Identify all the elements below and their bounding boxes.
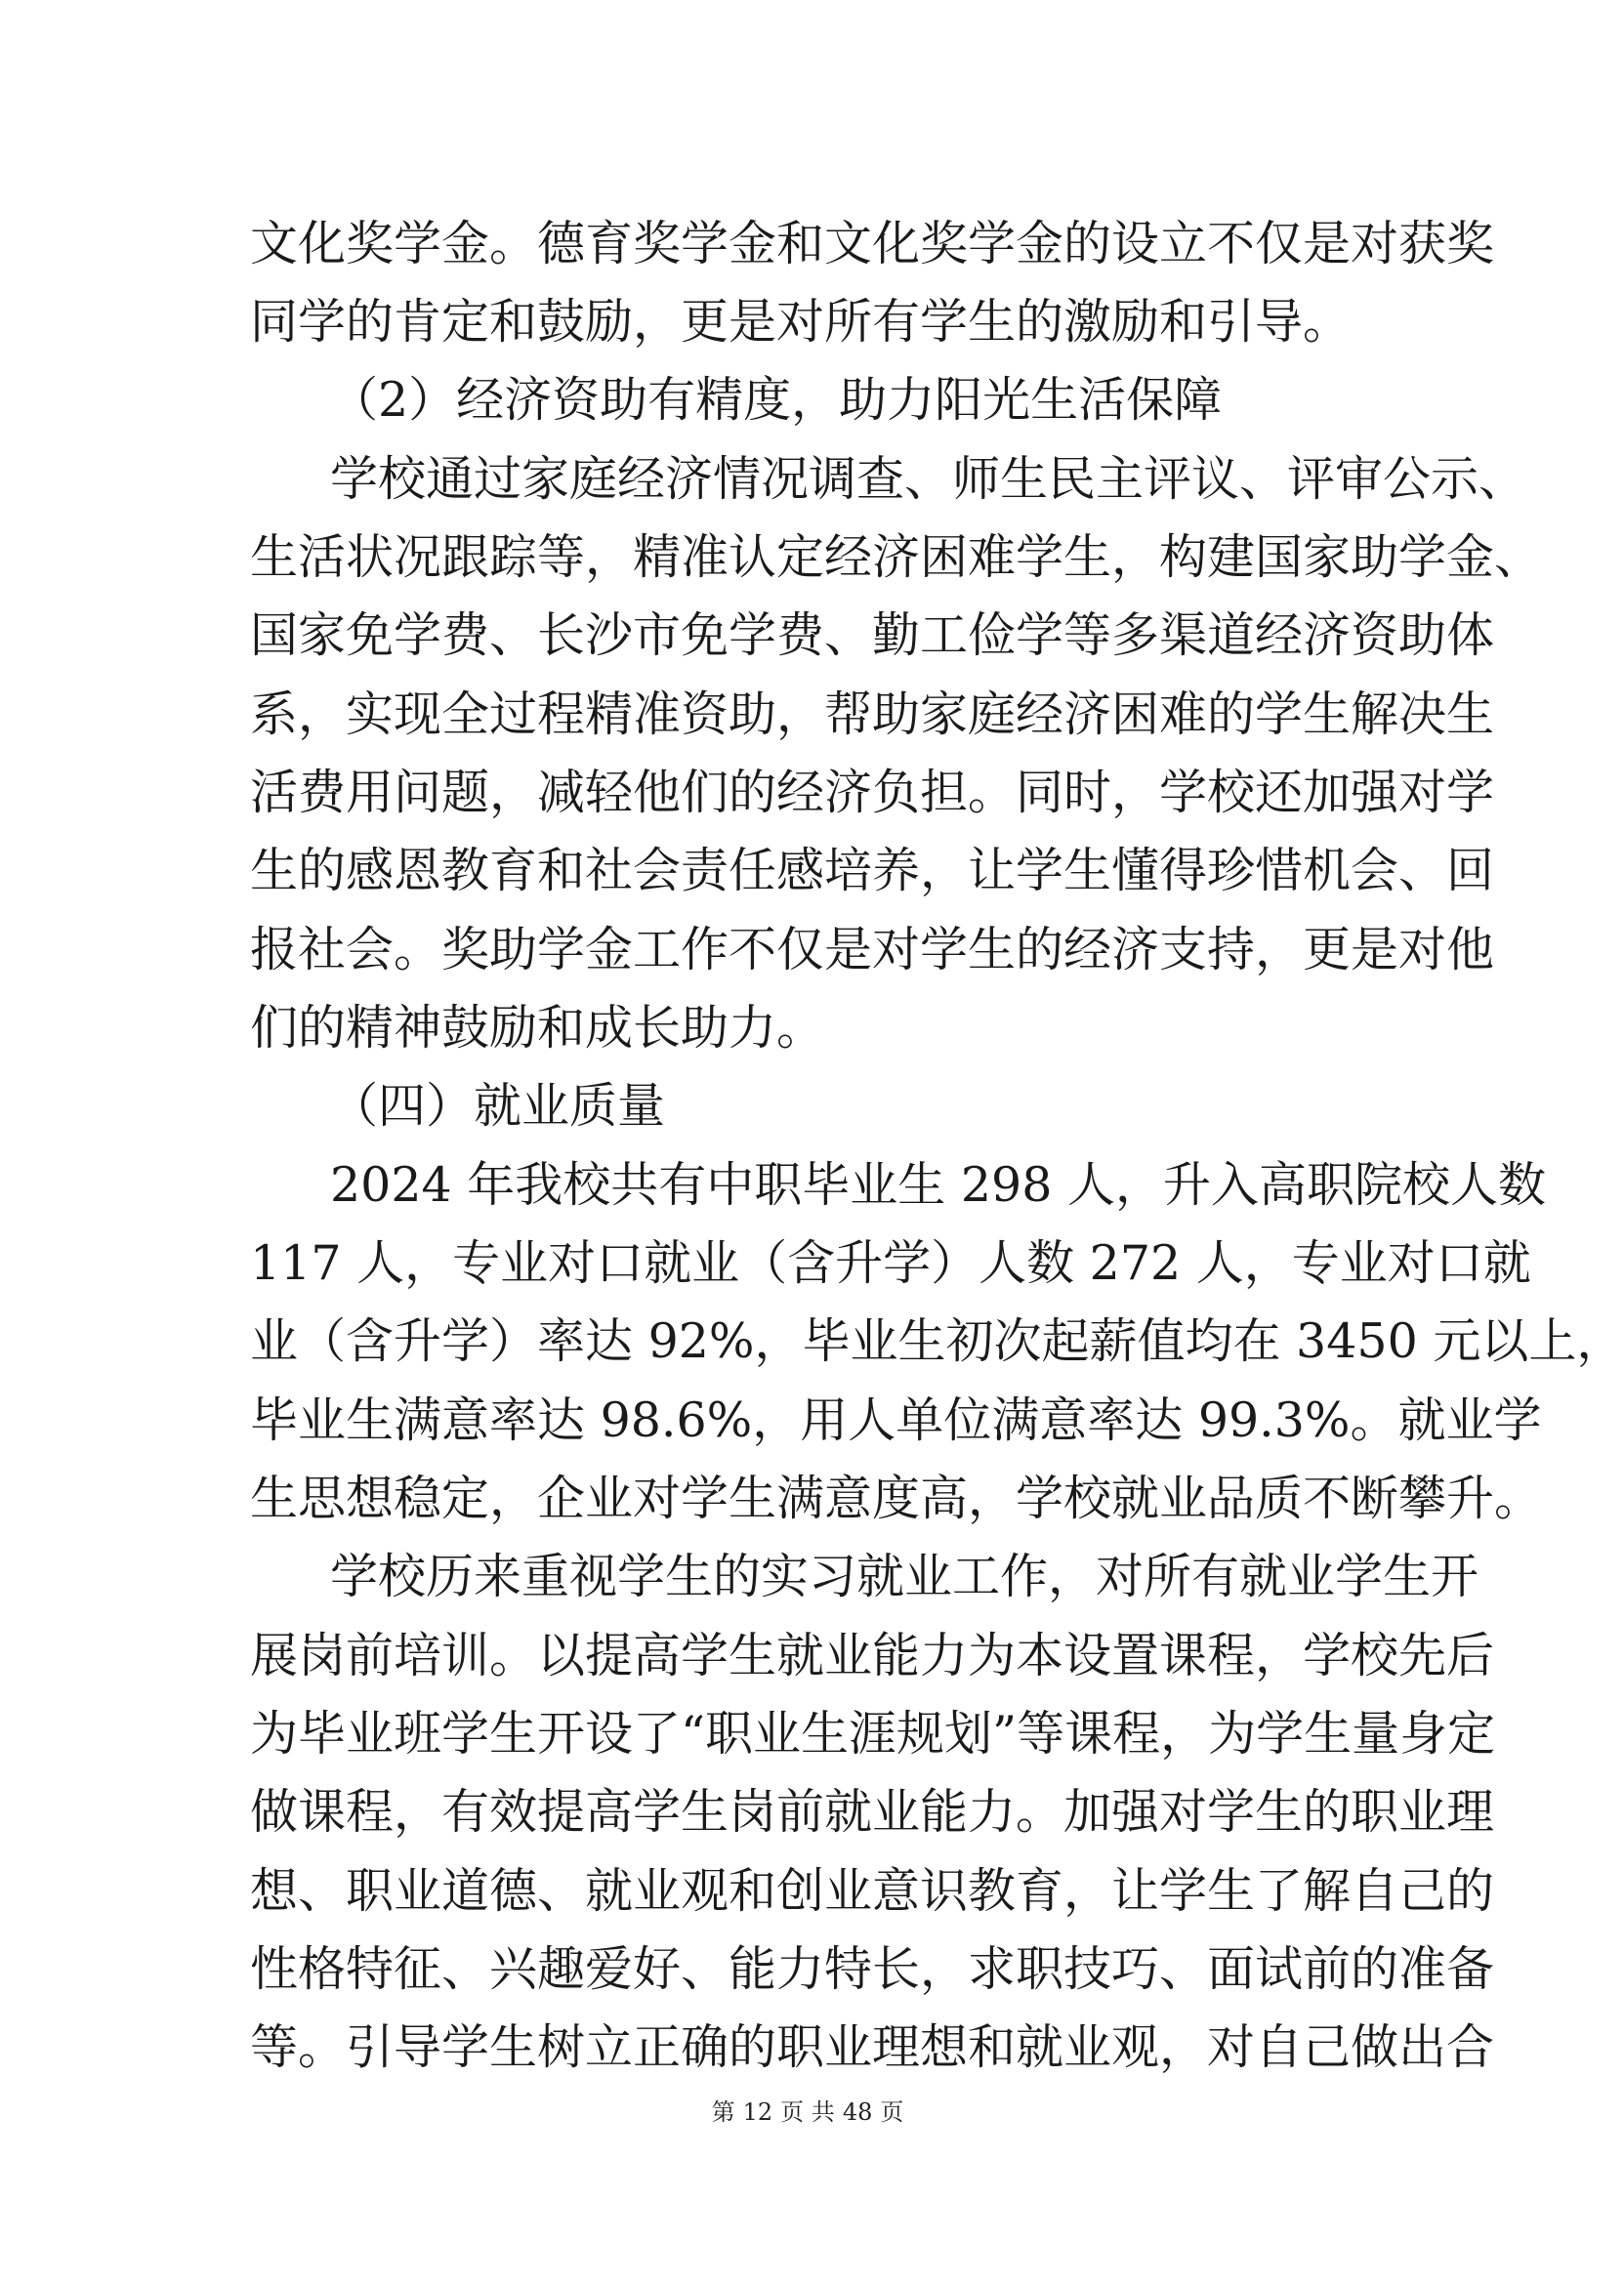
footer-prefix: 第 [711,2098,735,2126]
page-total: 48 [842,2098,873,2126]
body-line: 系，实现全过程精准资助，帮助家庭经济困难的学生解决生 [250,686,1495,742]
body-line: 学校历来重视学生的实习就业工作，对所有就业学生开 [330,1549,1479,1604]
page-number: 12 [742,2098,773,2126]
body-line: 117 人，专业对口就业（含升学）人数 272 人，专业对口就 [250,1235,1531,1291]
subheading: （2）经济资助有精度，助力阳光生活保障 [330,372,1223,428]
body-line: 性格特征、兴趣爱好、能力特长，求职技巧、面试前的准备 [250,1941,1495,1997]
body-line: 同学的肯定和鼓励，更是对所有学生的激励和引导。 [250,294,1352,350]
body-line: 为毕业班学生开设了“职业生涯规划”等课程，为学生量身定 [250,1706,1496,1762]
body-line: 等。引导学生树立正确的职业理想和就业观，对自己做出合 [250,2019,1495,2075]
body-line: 生的感恩教育和社会责任感培养，让学生懂得珍惜机会、回 [250,843,1495,898]
body-line: 生活状况跟踪等，精准认定经济困难学生，构建国家助学金、 [250,529,1543,585]
body-line: 做课程，有效提高学生岗前就业能力。加强对学生的职业理 [250,1784,1495,1840]
body-line: 文化奖学金。德育奖学金和文化奖学金的设立不仅是对获奖 [250,216,1495,271]
body-line: 活费用问题，减轻他们的经济负担。同时，学校还加强对学 [250,765,1495,820]
footer-suffix: 页 [880,2098,904,2126]
body-line: 国家免学费、长沙市免学费、勤工俭学等多渠道经济资助体 [250,607,1495,663]
body-line: 业（含升学）率达 92%，毕业生初次起薪值均在 3450 元以上， [250,1313,1624,1369]
body-line: 想、职业道德、就业观和创业意识教育，让学生了解自己的 [250,1863,1495,1919]
body-line: 学校通过家庭经济情况调查、师生民主评议、评审公示、 [330,451,1527,507]
section-heading: （四）就业质量 [330,1078,666,1134]
footer-middle: 页 共 [780,2098,835,2126]
body-line: 2024 年我校共有中职毕业生 298 人，升入高职院校人数 [330,1157,1546,1213]
body-line: 毕业生满意率达 98.6%，用人单位满意率达 99.3%。就业学 [250,1392,1542,1448]
body-line: 生思想稳定，企业对学生满意度高，学校就业品质不断攀升。 [250,1471,1543,1526]
body-line: 们的精神鼓励和成长助力。 [250,1000,825,1056]
page-footer [0,2097,1615,2127]
body-line: 报社会。奖助学金工作不仅是对学生的经济支持，更是对他 [250,922,1495,977]
body-line: 展岗前培训。以提高学生就业能力为本设置课程，学校先后 [250,1628,1495,1683]
